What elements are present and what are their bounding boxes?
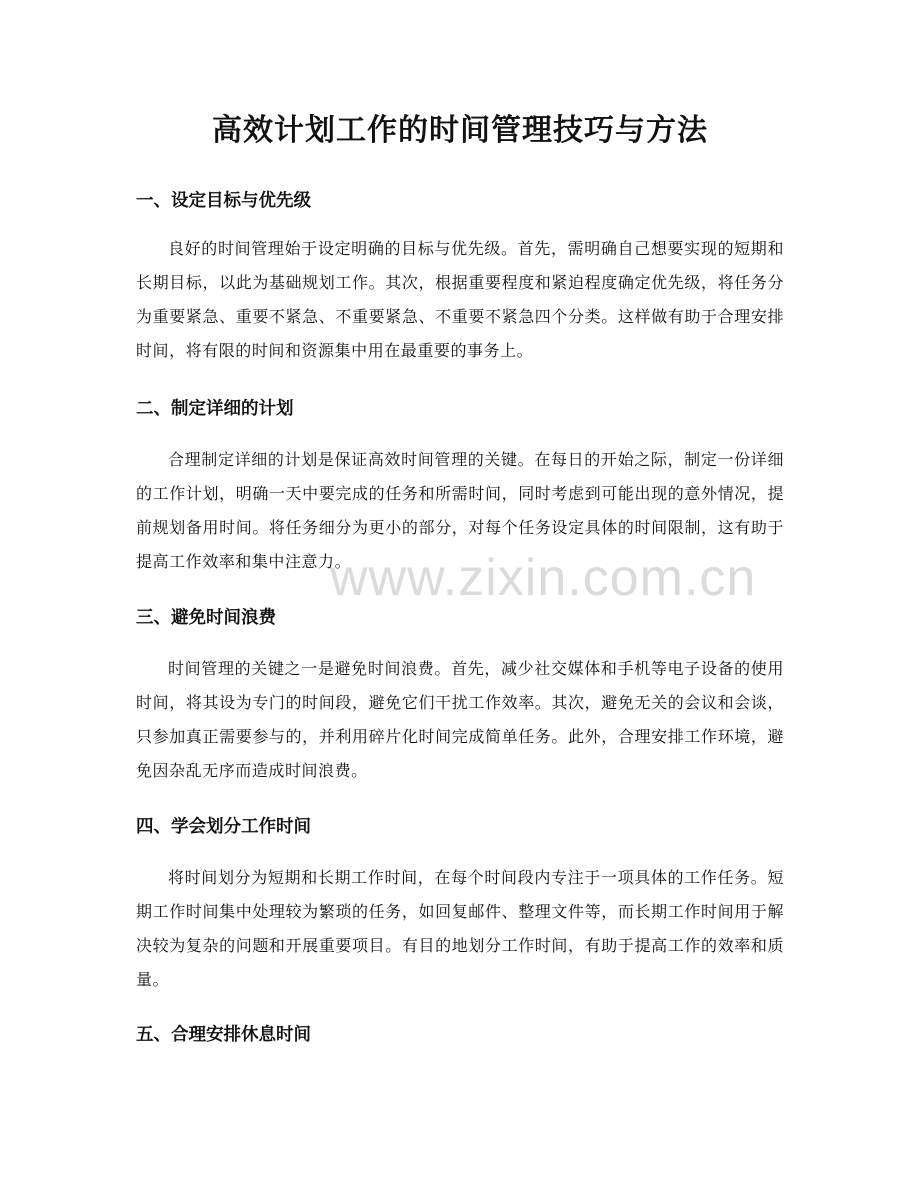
section-paragraph: 良好的时间管理始于设定明确的目标与优先级。首先，需明确自己想要实现的短期和长期目标，以此为基础规划工作。其次，根据重要程度和紧迫程度确定优先级，将任务分为重要紧急、重要不紧急、不重要紧急、不重要不紧急四个分类。这样做有助于合理安排时间，将有限的时间和资源集中用在最重要的事务上。 <box>136 239 784 360</box>
watermark: www.zixin.com.cn <box>330 549 757 607</box>
section-paragraph: 将时间划分为短期和长期工作时间，在每个时间段内专注于一项具体的工作任务。短期工作时间集中处理较为繁琐的任务，如回复邮件、整理文件等，而长期工作时间用于解决较为复杂的问题和开展重要项目。有目的地划分工作时间，有助于提高工作的效率和质量。 <box>136 868 784 989</box>
section-heading: 四、学会划分工作时间 <box>136 817 311 837</box>
section-heading: 三、避免时间浪费 <box>136 608 276 628</box>
section-paragraph: 合理制定详细的计划是保证高效时间管理的关键。在每日的开始之际，制定一份详细的工作计划，明确一天中要完成的任务和所需时间，同时考虑到可能出现的意外情况，提前规划备用时间。将任务细分为更小的部分，对每个任务设定具体的时间限制，这有助于提高工作效率和集中注意力。 <box>136 450 784 571</box>
document-title: 高效计划工作的时间管理技巧与方法 <box>212 113 708 148</box>
section-heading: 二、制定详细的计划 <box>136 399 294 419</box>
section-heading: 五、合理安排休息时间 <box>136 1025 311 1045</box>
section-paragraph: 时间管理的关键之一是避免时间浪费。首先，减少社交媒体和手机等电子设备的使用时间，将其设为专门的时间段，避免它们干扰工作效率。其次，避免无关的会议和会谈，只参加真正需要参与的，并利用碎片化时间完成简单任务。此外，合理安排工作环境，避免因杂乱无序而造成时间浪费。 <box>136 659 784 780</box>
section-heading: 一、设定目标与优先级 <box>136 191 311 211</box>
